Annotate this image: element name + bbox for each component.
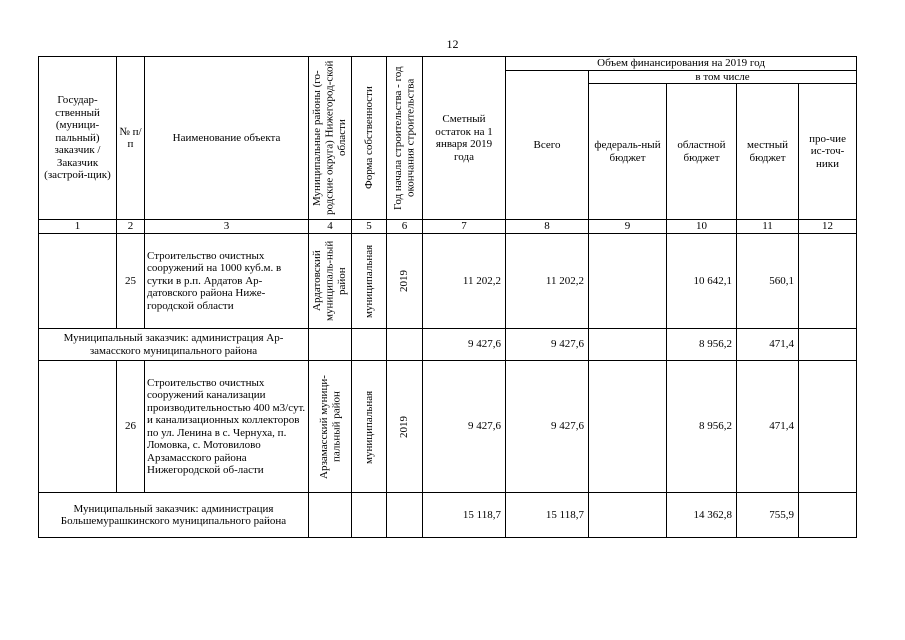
row26-total: 9 427,6 <box>506 361 589 493</box>
header-local: местный бюджет <box>737 84 799 220</box>
sum1-empty-federal <box>589 329 667 361</box>
header-ownership: Форма собственности <box>362 86 375 190</box>
table-row <box>39 361 857 493</box>
row25-customer <box>39 234 117 329</box>
col-number: 9 <box>589 220 667 234</box>
page-number: 12 <box>446 37 459 51</box>
financing-table <box>38 56 857 538</box>
row26-local: 471,4 <box>737 361 799 493</box>
sum1-empty-other <box>799 329 857 361</box>
sum2-empty-year <box>387 493 423 538</box>
header-years-cell <box>387 57 423 220</box>
row26-remainder: 9 427,6 <box>423 361 506 493</box>
header-customer: Государ-ственный (муници-пальный) заказчик / Заказчик (застрой-щик) <box>39 57 117 220</box>
header-estimate-remainder: Сметный остаток на 1 января 2019 года <box>423 57 506 220</box>
sum2-local: 755,9 <box>737 493 799 538</box>
row25-regional: 10 642,1 <box>667 234 737 329</box>
col-number: 1 <box>39 220 117 234</box>
header-regional: областной бюджет <box>667 84 737 220</box>
row25-local: 560,1 <box>737 234 799 329</box>
row25-other <box>799 234 857 329</box>
table-row <box>39 234 857 329</box>
col-number: 7 <box>423 220 506 234</box>
row25-year-cell <box>387 234 423 329</box>
header-years: Год начала строительства - год окончания строительства <box>392 66 417 210</box>
row26-district: Арзамасский муници-пальный район <box>317 374 342 479</box>
row26-ownership: муниципальная <box>362 389 375 464</box>
sum2-remainder: 15 118,7 <box>423 493 506 538</box>
col-number: 3 <box>145 220 309 234</box>
row26-district-cell <box>309 361 352 493</box>
row25-district: Ардатовский муниципаль-ный район <box>311 240 349 322</box>
sum2-empty-other <box>799 493 857 538</box>
header-ownership-cell <box>352 57 387 220</box>
col-number: 4 <box>309 220 352 234</box>
sum2-total: 15 118,7 <box>506 493 589 538</box>
row26-year: 2019 <box>398 415 411 438</box>
row26-regional: 8 956,2 <box>667 361 737 493</box>
col-number: 12 <box>799 220 857 234</box>
row25-ownership: муниципальная <box>362 244 375 318</box>
sum2-label: Муниципальный заказчик: администрация Большемурашкинского муниципального района <box>39 493 309 538</box>
header-financing: Объем финансирования на 2019 год <box>506 57 857 71</box>
row26-num: 26 <box>117 361 145 493</box>
row26-customer <box>39 361 117 493</box>
sum1-label: Муниципальный заказчик: администрация Ар-замасского муниципального района <box>39 329 309 361</box>
sum1-regional: 8 956,2 <box>667 329 737 361</box>
subtotal-row <box>39 329 857 361</box>
row26-federal <box>589 361 667 493</box>
row25-ownership-cell <box>352 234 387 329</box>
row25-year: 2019 <box>398 270 411 292</box>
sum1-remainder: 9 427,6 <box>423 329 506 361</box>
header-object-name: Наименование объекта <box>145 57 309 220</box>
header-num: № п/п <box>117 57 145 220</box>
header-total: Всего <box>506 70 589 220</box>
header-district-cell <box>309 57 352 220</box>
sum1-empty-district <box>309 329 352 361</box>
col-number: 10 <box>667 220 737 234</box>
row26-year-cell <box>387 361 423 493</box>
sum2-regional: 14 362,8 <box>667 493 737 538</box>
header-federal: федераль-ный бюджет <box>589 84 667 220</box>
row25-num: 25 <box>117 234 145 329</box>
sum2-empty-federal <box>589 493 667 538</box>
col-number: 2 <box>117 220 145 234</box>
header-including: в том числе <box>589 70 857 84</box>
row25-name: Строительство очистных сооружений на 1000 куб.м. в сутки в р.п. Ардатов Ар-датовского района Ниже-городской области <box>145 234 309 329</box>
sum1-total: 9 427,6 <box>506 329 589 361</box>
sum1-empty-year <box>387 329 423 361</box>
col-number: 8 <box>506 220 589 234</box>
row25-district-cell <box>309 234 352 329</box>
subtotal-row <box>39 493 857 538</box>
sum1-empty-ownership <box>352 329 387 361</box>
row25-remainder: 11 202,2 <box>423 234 506 329</box>
col-number: 11 <box>737 220 799 234</box>
sum2-empty-district <box>309 493 352 538</box>
sum2-empty-ownership <box>352 493 387 538</box>
column-numbers-row <box>39 220 857 234</box>
header-other: про-чие ис-точ-ники <box>799 84 857 220</box>
row26-name: Строительство очистных сооружений канализации производительностью 400 м3/сут. и канализационных коллекторов по ул. Ленина в с. Чернуха, п. Ломовка, с. Мотовилово Арзамасского района Нижегородской об-ласти <box>145 361 309 493</box>
row25-federal <box>589 234 667 329</box>
col-number: 5 <box>352 220 387 234</box>
row25-total: 11 202,2 <box>506 234 589 329</box>
col-number: 6 <box>387 220 423 234</box>
row26-ownership-cell <box>352 361 387 493</box>
row26-other <box>799 361 857 493</box>
sum1-local: 471,4 <box>737 329 799 361</box>
header-district: Муниципальные районы (го-родские округа) Нижегород-ской области <box>311 60 349 216</box>
